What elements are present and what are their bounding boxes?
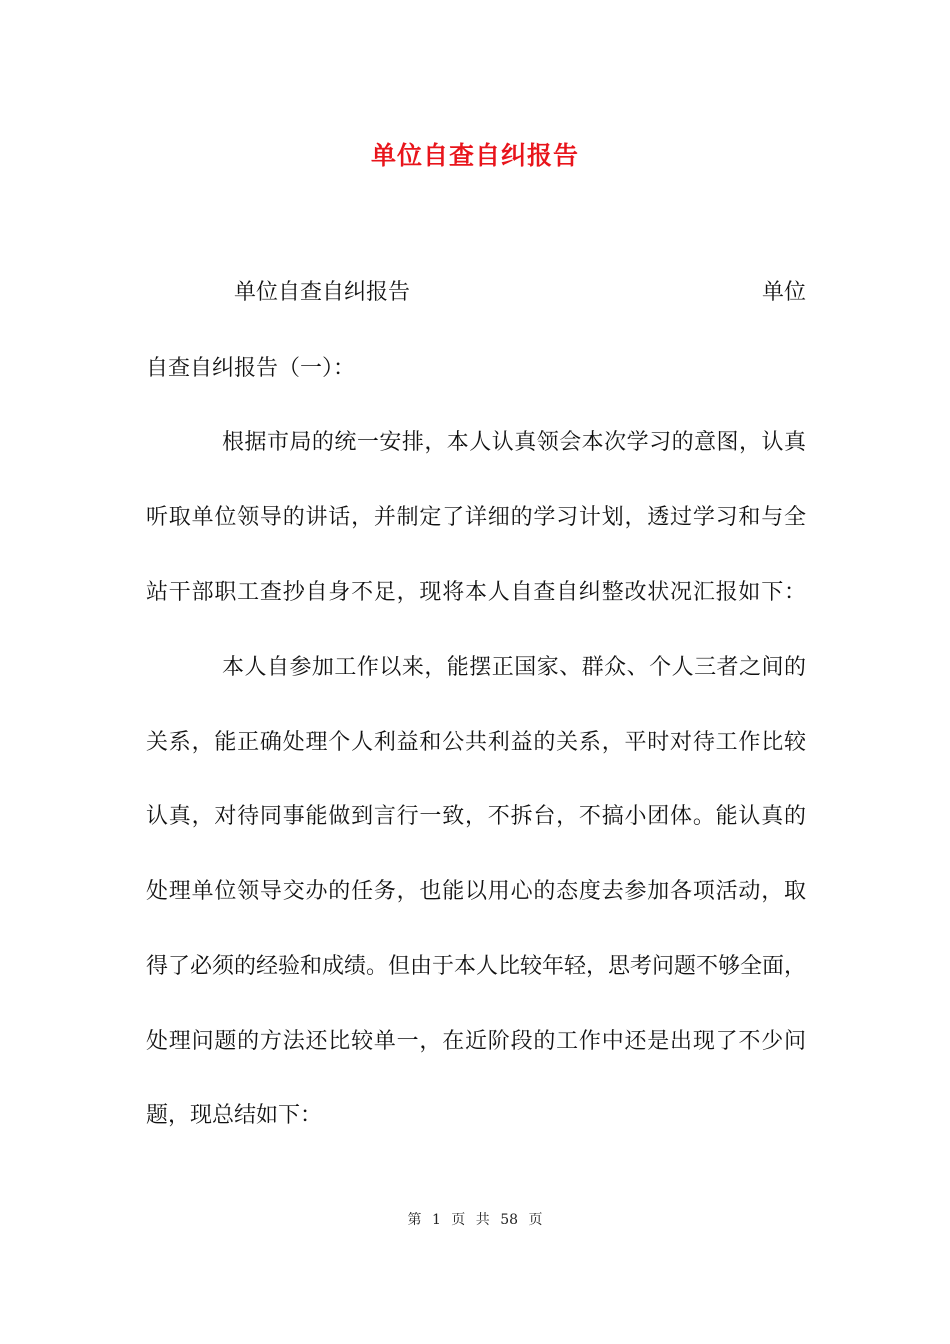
document-title: 单位自查自纠报告 [370,141,579,170]
text-line: 得了必须的经验和成绩。但由于本人比较年轻，思考问题不够全面， [146,954,807,979]
text-line: 本人自参加工作以来，能摆正国家、群众、个人三者之间的 [222,655,806,680]
text-line: 听取单位领导的讲话，并制定了详细的学习计划，透过学习和与全 [146,505,806,530]
text-line: 处理单位领导交办的任务，也能以用心的态度去参加各项活动，取 [146,879,806,904]
text-line: 处理问题的方法还比较单一，在近阶段的工作中还是出现了不少问 [146,1029,806,1054]
text-line: 认真，对待同事能做到言行一致，不拆台，不搞小团体。能认真的 [146,804,806,829]
text-line: 根据市局的统一安排，本人认真领会本次学习的意图，认真 [222,430,806,455]
text-line: 题，现总结如下： [146,1103,323,1128]
heading-left: 单位自查自纠报告 [234,280,411,305]
heading-right: 单位 [762,280,807,305]
text-line: 站干部职工查抄自身不足，现将本人自查自纠整改状况汇报如下： [146,580,806,605]
text-line: 关系，能正确处理个人利益和公共利益的关系，平时对待工作比较 [146,730,806,755]
text-line: 自查自纠报告（一）： [146,356,356,381]
page-number: 第 1 页 共 58 页 [407,1212,543,1228]
